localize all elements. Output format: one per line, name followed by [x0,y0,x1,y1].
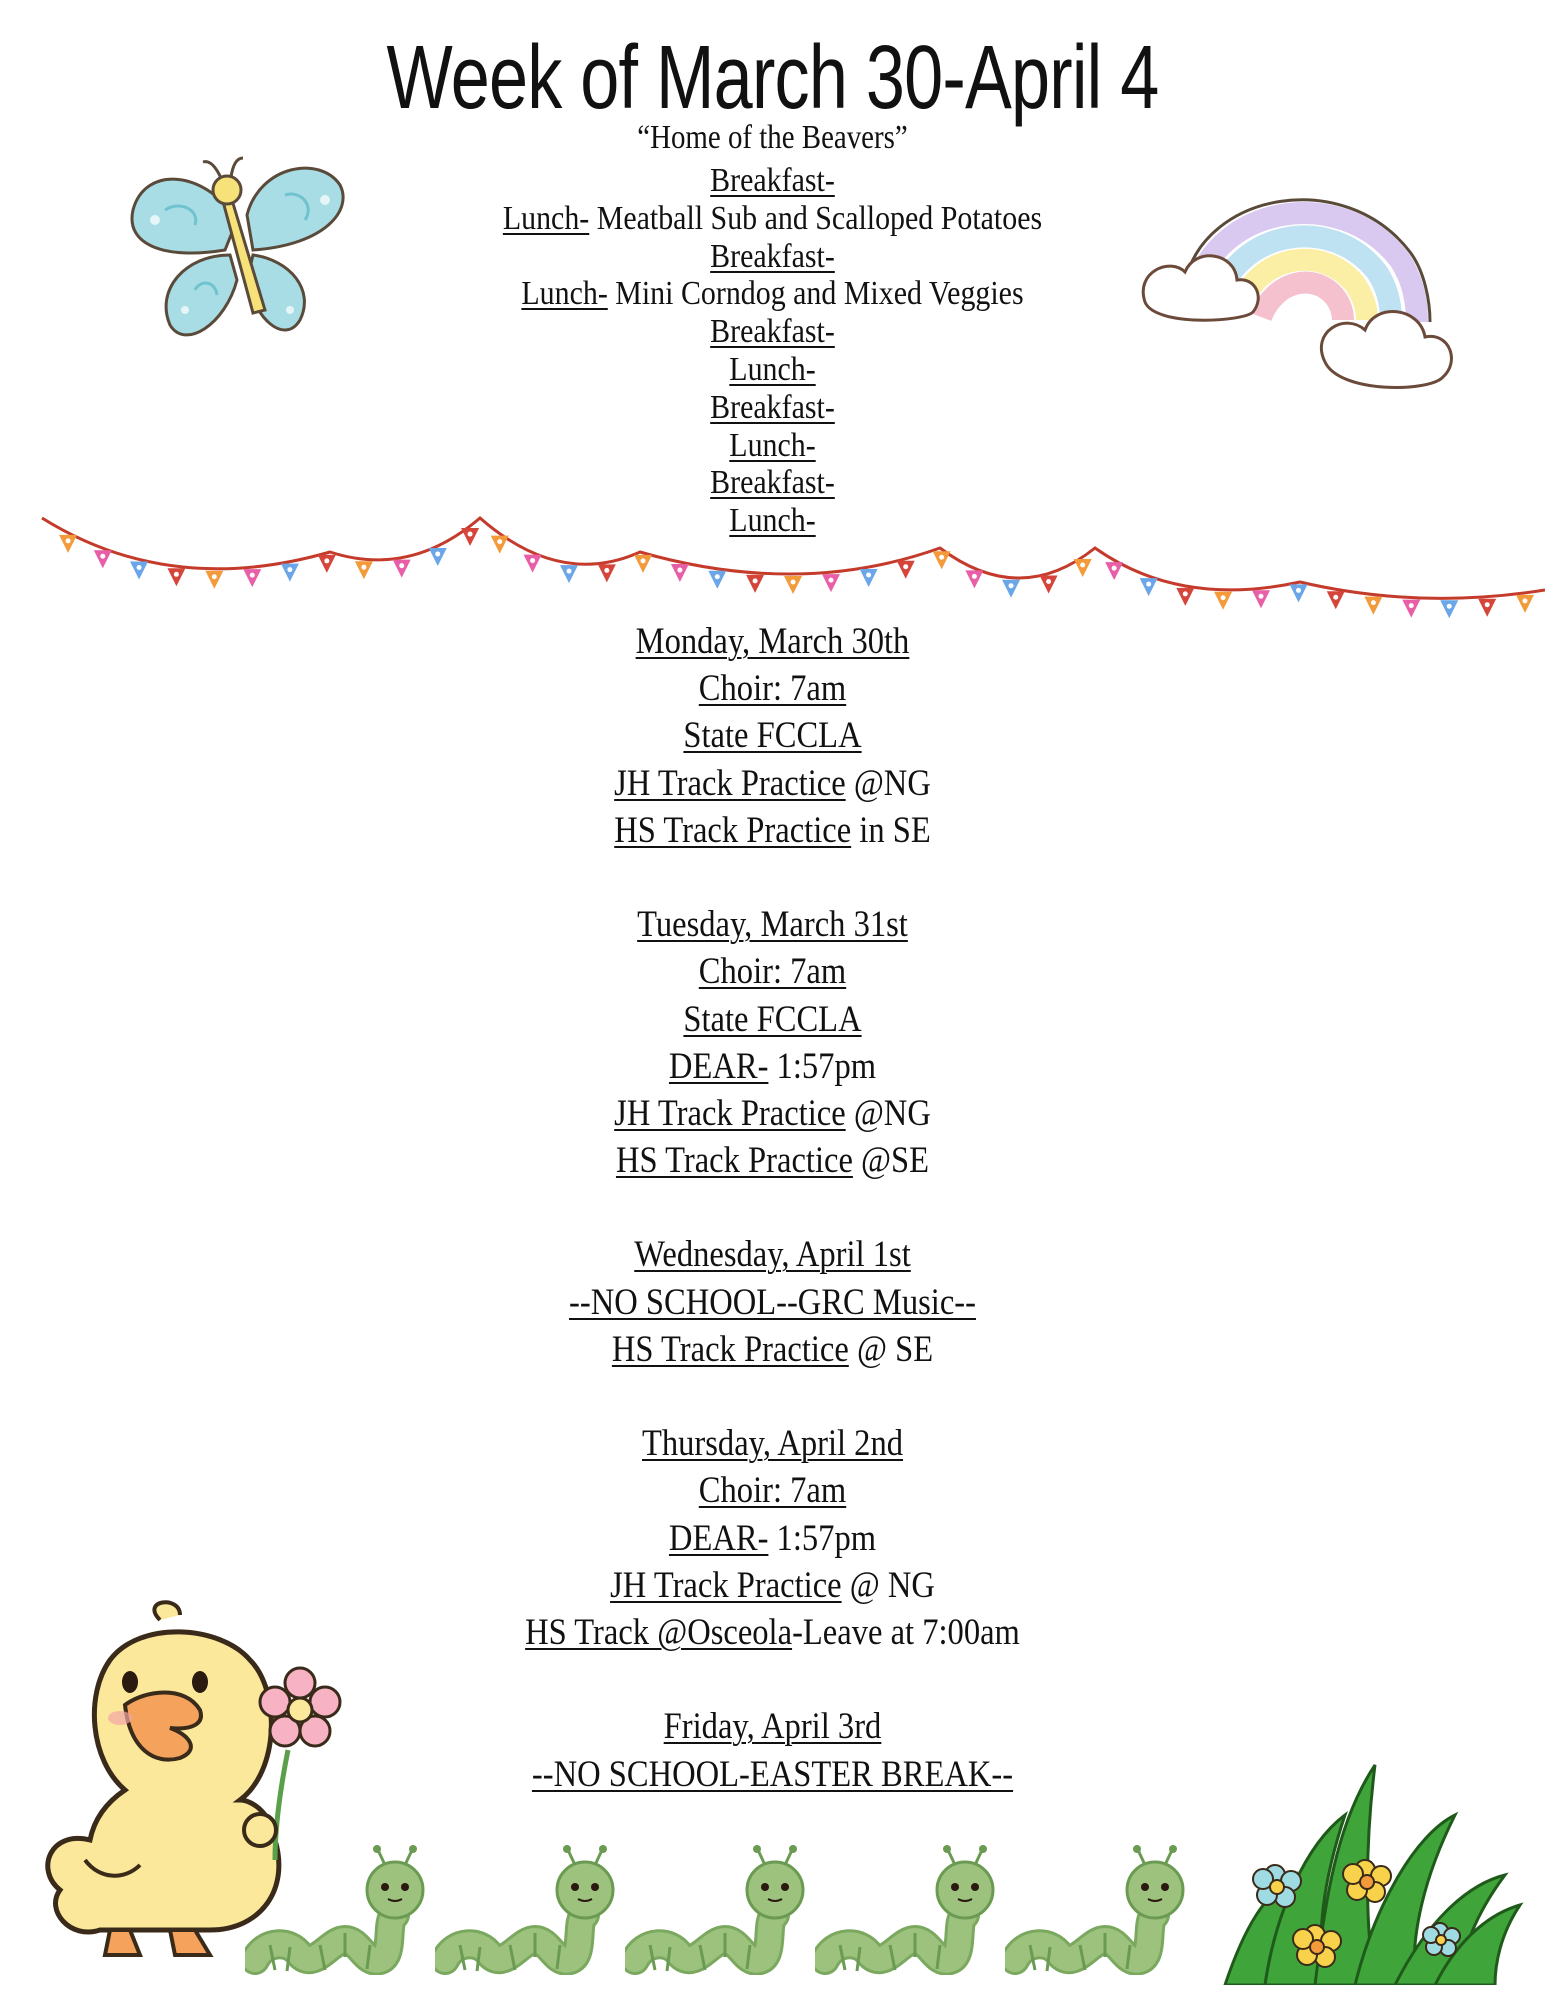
day-spacer [0,1373,1545,1420]
bunting-dot [100,554,105,559]
bunting-flag [429,548,447,566]
event-detail: @ NG [841,1564,935,1606]
event-title: HS Track Practice [611,1328,849,1370]
bunting-flag [784,576,802,594]
bunting-icon [0,500,1545,640]
event-line [93,1326,1453,1373]
bunting-flag [59,535,77,553]
day-heading: Friday, April 3rd [663,1706,882,1748]
bunting-flag [560,565,578,583]
bunting-dot [468,532,473,537]
caterpillar-icon [815,1845,1015,1980]
bunting-dot [435,551,440,556]
event-title: JH Track Practice [614,762,846,804]
event-line [93,996,1453,1043]
bunting-dot [972,574,977,579]
event-title: Choir: 7am [698,951,847,993]
event-detail: @SE [852,1140,930,1182]
bunting-dot [1447,604,1452,609]
menu-label: Breakfast- [710,464,835,502]
event-line [93,760,1453,807]
bunting-dot [399,563,404,568]
bunting-dot [174,572,179,577]
bunting-dot [250,573,255,578]
event-line [93,1279,1453,1326]
grass-icon [1205,1755,1525,1985]
bunting-dot [677,568,682,573]
menu-item: Mini Corndog and Mixed Veggies [607,275,1024,313]
menu-line [93,427,1453,465]
event-title: --NO SCHOOL--GRC Music-- [569,1281,976,1323]
bunting-flag [355,561,373,579]
bunting-flag [1140,578,1158,596]
page-title: Week of March 30-April 4 [386,28,1159,128]
bunting-dot [1523,598,1528,603]
menu-label: Lunch- [729,426,816,464]
bunting-flag [708,571,726,589]
butterfly-icon [125,150,355,350]
menu-label: Lunch- [521,275,608,313]
menu-label: Breakfast- [710,237,835,275]
menu-label: Lunch- [729,502,816,540]
bunting-flag [1290,584,1308,602]
bunting-dot [1371,600,1376,605]
bunting-dot [1183,591,1188,596]
bunting-dot [1485,602,1490,607]
event-line [93,1467,1453,1514]
page-subtitle: “Home of the Beavers” [637,119,908,156]
menu-label: Breakfast- [710,313,835,351]
menu-label: Breakfast- [710,162,835,199]
bunting-dot [1146,582,1151,587]
bunting-dot [604,568,609,573]
bunting-dot [1409,603,1414,608]
bunting-flag [1478,599,1496,617]
event-line [93,1515,1453,1562]
bunting-flag [746,575,764,593]
bunting-flag [860,569,878,587]
bunting-flag [933,551,951,569]
bunting-flag [671,564,689,582]
bunting-flag [1105,562,1123,580]
bunting-dot [1221,595,1226,600]
event-line [93,807,1453,854]
bunting-flag [318,555,336,573]
event-line [93,1137,1453,1184]
event-title: DEAR- [668,1517,769,1559]
menu-line [93,464,1453,502]
bunting-dot [567,569,572,574]
bunting-flag [1176,588,1194,606]
bunting-dot [939,555,944,560]
bunting-dot [641,558,646,563]
bunting-dot [866,573,871,578]
bunting-dot [1333,595,1338,600]
bunting-flag [897,561,915,579]
bunting-dot [137,565,142,570]
event-detail: @NG [845,762,931,804]
bunting-dot [791,580,796,585]
bunting-dot [1080,563,1085,568]
event-detail: 1:57pm [768,1517,877,1559]
day-spacer [0,1184,1545,1231]
bunting-flag [94,550,112,568]
flower-icon [255,1665,345,1755]
rainbow-icon [1125,172,1465,427]
bunting-flag [1214,592,1232,610]
day-heading-line [93,1420,1453,1467]
bunting-flag [1040,575,1058,593]
event-line [93,665,1453,712]
menu-label: Lunch- [502,199,590,237]
caterpillar-icon [625,1845,825,1980]
bunting-flag [461,528,479,546]
day-heading: Tuesday, March 31st [637,904,908,946]
bunting-flag [822,574,840,592]
bunting-dot [287,567,292,572]
bunting-flag [491,536,509,554]
bunting-flag [1364,597,1382,615]
event-title: DEAR- [668,1045,769,1087]
event-title: State FCCLA [683,715,862,757]
menu-item: Meatball Sub and Scalloped Potatoes [589,199,1043,237]
bunting-flag [598,564,616,582]
bunting-flag [1402,600,1420,618]
event-title: HS Track Practice [615,1140,853,1182]
caterpillar-icon [1005,1845,1205,1980]
day-spacer [0,854,1545,901]
bunting-dot [715,574,720,579]
event-line [93,712,1453,759]
bunting-flag [1516,595,1534,613]
bunting-flag [965,570,983,588]
event-line [93,1090,1453,1137]
bunting-flag [1074,559,1092,577]
caterpillar-icon [435,1845,635,1980]
event-title: State FCCLA [683,998,862,1040]
bunting-dot [212,574,217,579]
bunting-dot [324,558,329,563]
bunting-flag [1440,600,1458,618]
bunting-flag [524,555,542,573]
bunting-flag [243,569,261,587]
bunting-flag [634,555,652,573]
day-heading: Monday, March 30th [635,621,910,662]
bunting-dot [497,539,502,544]
bunting-dot [530,558,535,563]
event-line [93,1043,1453,1090]
bunting-flag [1327,591,1345,609]
bunting-flag [130,561,148,579]
event-title: HS Track Practice [614,809,852,851]
event-line [93,948,1453,995]
bunting-flag [393,560,411,578]
bunting-dot [1112,566,1117,571]
bunting-dot [903,564,908,569]
event-detail: 1:57pm [768,1045,877,1087]
bunting-flag [1252,590,1270,608]
bunting-flag [281,564,299,582]
bunting-dot [66,538,71,543]
event-detail: @NG [845,1092,931,1134]
bunting-dot [1046,579,1051,584]
caterpillar-icon [245,1845,445,1980]
bunting-dot [361,565,366,570]
event-detail: in SE [851,809,931,851]
event-detail: -Leave at 7:00am [792,1611,1020,1653]
event-title: JH Track Practice [610,1564,842,1606]
bunting-dot [828,578,833,583]
event-title: Choir: 7am [698,668,847,710]
menu-label: Lunch- [729,350,816,388]
event-title: HS Track @Osceola [525,1611,793,1653]
event-title: JH Track Practice [614,1092,846,1134]
day-heading-line [93,1231,1453,1278]
event-title: --NO SCHOOL-EASTER BREAK-- [531,1753,1014,1795]
bunting-flag [1002,580,1020,598]
day-heading: Thursday, April 2nd [641,1423,904,1465]
day-heading: Wednesday, April 1st [634,1234,911,1276]
bunting-flag [205,571,223,589]
bunting-dot [1259,594,1264,599]
event-detail: @ SE [848,1328,934,1370]
day-heading-line [93,901,1453,948]
bunting-dot [1009,583,1014,588]
menu-label: Breakfast- [710,388,835,426]
event-title: Choir: 7am [698,1470,847,1512]
bunting-dot [1296,588,1301,593]
bunting-dot [753,578,758,583]
bunting-flag [167,568,185,586]
